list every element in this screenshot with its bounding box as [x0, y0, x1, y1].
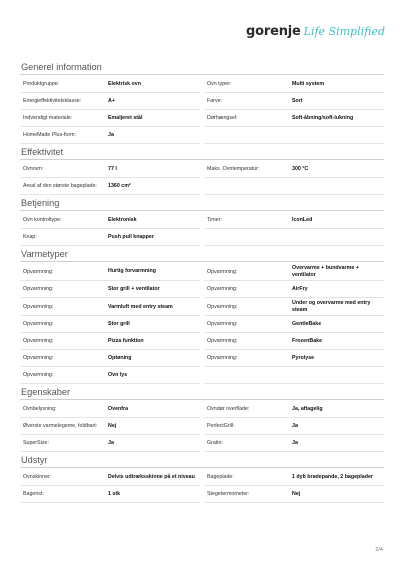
- spec-value: Stor grill + ventilator: [108, 285, 160, 292]
- spec-row: [20, 367, 200, 384]
- spec-value: Overvarme + bundvarme + ventilator: [292, 265, 359, 278]
- spec-value: Nej: [108, 423, 117, 430]
- spec-label: Opvarmning:: [23, 372, 54, 379]
- spec-value: Varmluft med entry steam: [108, 303, 173, 310]
- spec-rows: [20, 469, 384, 503]
- page-number: 2/4: [375, 547, 383, 553]
- spec-rows: [20, 161, 384, 195]
- spec-value: 1 stk: [108, 491, 121, 498]
- spec-row: [20, 418, 200, 435]
- spec-row: [204, 469, 384, 486]
- spec-label: Opvarmning:: [23, 286, 54, 293]
- spec-row-empty: [204, 127, 384, 144]
- spec-value: Emaljeret stål: [108, 114, 143, 121]
- spec-value: Multi system: [292, 80, 325, 87]
- spec-row: [204, 316, 384, 333]
- spec-row: [20, 93, 200, 110]
- spec-label: Opvarmning:: [23, 303, 54, 310]
- section: [20, 455, 384, 503]
- spec-row-empty: [204, 178, 384, 195]
- spec-row: [204, 161, 384, 178]
- section-title: Betjening: [20, 198, 384, 211]
- brand-tagline: Life Simplified: [303, 25, 385, 38]
- spec-row: [20, 486, 200, 503]
- spec-row: [204, 333, 384, 350]
- spec-row: [20, 435, 200, 452]
- spec-row: [20, 229, 200, 246]
- spec-label: Stegetermometer:: [207, 491, 250, 498]
- spec-row-empty: [204, 229, 384, 246]
- spec-label: Indvendigt materiale:: [23, 115, 73, 121]
- spec-value: Ja: [108, 131, 114, 138]
- spec-value: Under og overvarme med entry steam: [292, 300, 371, 313]
- spec-value: AirFry: [292, 285, 308, 292]
- spec-label: Opvarmning:: [23, 355, 54, 362]
- spec-label: HomeMade Plus-form:: [23, 132, 76, 138]
- spec-value: Sort: [292, 97, 303, 104]
- brand-name: gorenje: [246, 24, 301, 39]
- spec-row: [204, 350, 384, 367]
- spec-row: [20, 161, 200, 178]
- spec-row: [20, 298, 200, 316]
- section-title: Effektivitet: [20, 147, 384, 160]
- spec-row: [20, 127, 200, 144]
- spec-sheet: [20, 62, 384, 503]
- spec-row: [204, 281, 384, 298]
- spec-rows: [20, 212, 384, 246]
- spec-row: [204, 298, 384, 316]
- spec-row: [204, 110, 384, 127]
- section: [20, 249, 384, 384]
- section: [20, 387, 384, 452]
- spec-value: Optøning: [108, 355, 132, 362]
- spec-label: SuperSize:: [23, 440, 49, 447]
- section: [20, 147, 384, 195]
- spec-label: Gratin:: [207, 440, 223, 447]
- spec-row: [204, 418, 384, 435]
- spec-row: [204, 486, 384, 503]
- spec-label: Opvarmning:: [23, 268, 54, 275]
- section: [20, 198, 384, 246]
- spec-value: 77 l: [108, 165, 117, 172]
- spec-label: Opvarmning:: [23, 338, 54, 345]
- spec-label: Opvarmning:: [207, 268, 238, 275]
- spec-label: Opvarmning:: [207, 286, 238, 293]
- section-title: Udstyr: [20, 455, 384, 468]
- spec-label: Areal af den største bageplade:: [23, 183, 97, 189]
- spec-label: Opvarmning:: [23, 321, 54, 328]
- spec-row: [20, 263, 200, 281]
- spec-value: IconLed: [292, 216, 313, 223]
- spec-row: [20, 178, 200, 195]
- spec-value: Elektronisk: [108, 216, 137, 223]
- spec-label: Ovnskinner:: [23, 474, 52, 481]
- spec-row: [20, 281, 200, 298]
- spec-row: [20, 469, 200, 486]
- spec-row: [20, 76, 200, 93]
- spec-row: [20, 110, 200, 127]
- brand-logo: [246, 24, 385, 39]
- spec-label: Farve:: [207, 98, 223, 104]
- spec-row: [20, 333, 200, 350]
- spec-label: Ovn typer:: [207, 81, 232, 87]
- spec-value: Pizza funktion: [108, 338, 144, 345]
- spec-label: Maks. Ovntemperatur:: [207, 166, 260, 172]
- spec-row: [20, 350, 200, 367]
- section-title: Generel information: [20, 62, 384, 75]
- spec-label: Opvarmning:: [207, 303, 238, 310]
- spec-value: Delvis udtræksskinne på et niveau: [108, 474, 195, 481]
- spec-row: [204, 212, 384, 229]
- section: [20, 62, 384, 144]
- spec-value: GentleBake: [292, 321, 322, 328]
- spec-row: [204, 401, 384, 418]
- spec-value: Ja, aftagelig: [292, 406, 323, 413]
- spec-label: Knap:: [23, 234, 37, 240]
- spec-label: PerfectGrill:: [207, 423, 235, 430]
- spec-value: Elektrisk ovn: [108, 80, 141, 87]
- spec-label: Ovndør overflade:: [207, 406, 250, 413]
- spec-value: 1360 cm²: [108, 182, 131, 189]
- spec-value: 1 dyb bradepande, 2 bageplader: [292, 474, 373, 481]
- spec-row: [20, 401, 200, 418]
- spec-value: Stor grill: [108, 321, 130, 328]
- spec-label: Opvarmning:: [207, 338, 238, 345]
- spec-value: Hurtig forvarmning: [108, 268, 156, 275]
- spec-label: Øverste varmelegeme, foldbart:: [23, 423, 98, 430]
- spec-rows: [20, 401, 384, 452]
- spec-value: Nej: [292, 491, 301, 498]
- section-title: Egenskaber: [20, 387, 384, 400]
- spec-label: Opvarmning:: [207, 355, 238, 362]
- spec-row: [20, 316, 200, 333]
- spec-label: Bageplade:: [207, 474, 234, 481]
- spec-value: Ovn lys: [108, 372, 128, 379]
- spec-label: Bagerist:: [23, 491, 44, 498]
- spec-rows: [20, 263, 384, 384]
- spec-rows: [20, 76, 384, 144]
- spec-label: Energieffektivitetsklasse:: [23, 98, 82, 104]
- spec-value: FrozenBake: [292, 338, 323, 345]
- spec-value: Ovenfra: [108, 406, 129, 413]
- spec-value: A+: [108, 97, 115, 104]
- spec-row: [204, 76, 384, 93]
- spec-label: Ovn kontroltype:: [23, 217, 62, 223]
- spec-label: Ovnrum:: [23, 166, 44, 172]
- spec-row: [204, 435, 384, 452]
- spec-value: 300 °C: [292, 165, 309, 172]
- spec-value: Pyrolyse: [292, 355, 315, 362]
- spec-value: Ja: [292, 440, 298, 447]
- section-title: Varmetyper: [20, 249, 384, 262]
- spec-value: Ja: [108, 440, 114, 447]
- spec-row: [204, 93, 384, 110]
- spec-value: Ja: [292, 423, 298, 430]
- spec-label: Produktgruppe:: [23, 81, 60, 87]
- spec-value: Soft-åbning/soft-lukning: [292, 114, 354, 121]
- spec-label: Dørhængsel:: [207, 115, 238, 121]
- spec-row: [204, 263, 384, 281]
- spec-row-empty: [204, 367, 384, 384]
- spec-label: Timer:: [207, 217, 222, 223]
- spec-label: Opvarmning:: [207, 321, 238, 328]
- spec-value: Push pull knapper: [108, 233, 154, 240]
- spec-row: [20, 212, 200, 229]
- spec-label: Ovnbelysning:: [23, 406, 57, 413]
